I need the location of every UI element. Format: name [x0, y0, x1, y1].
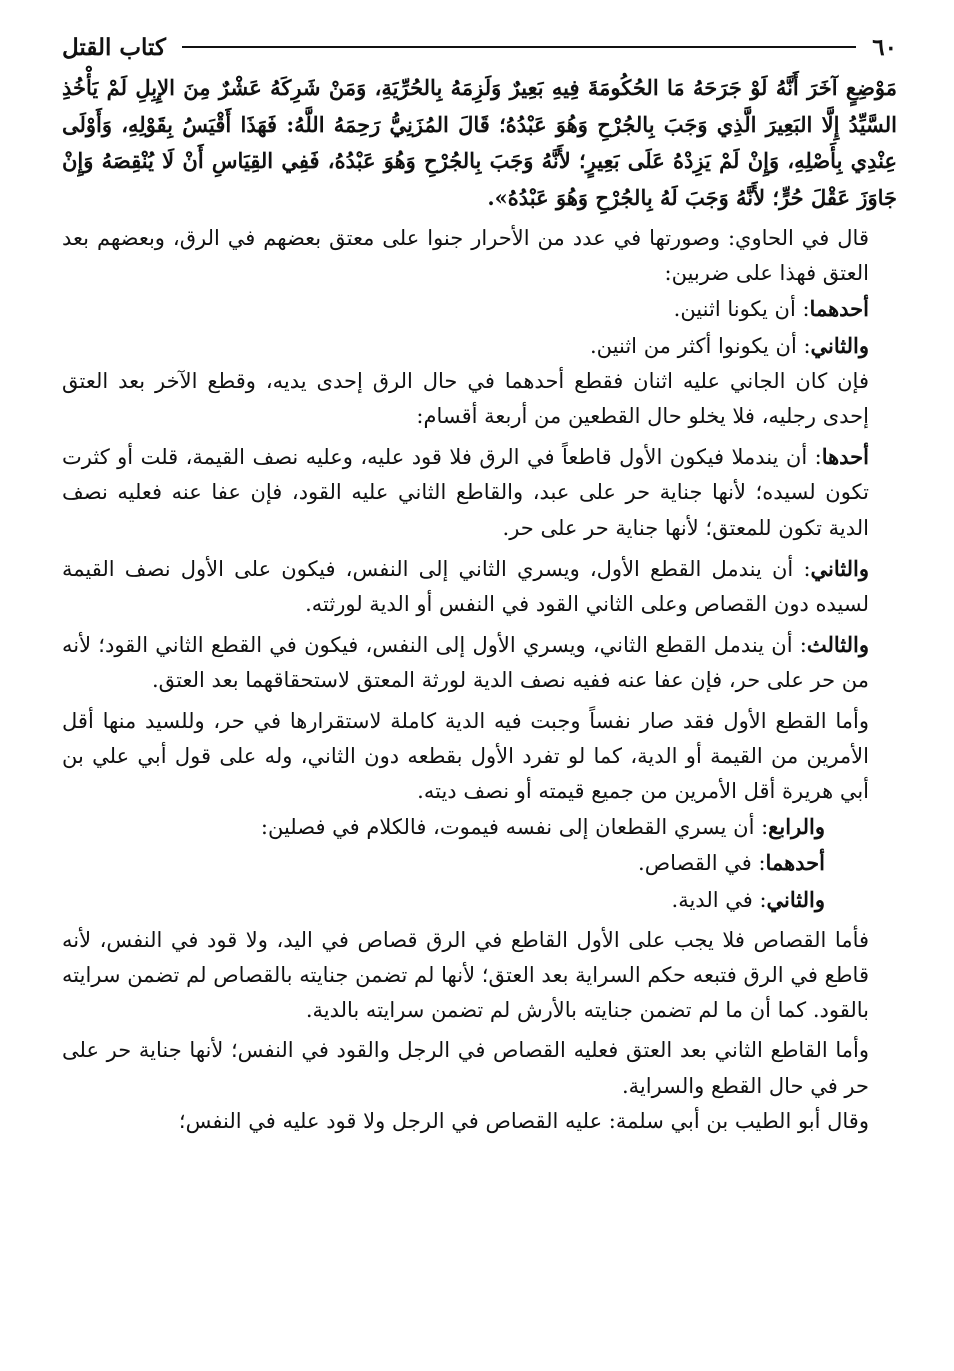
- paragraph-label: والثاني: [810, 332, 869, 358]
- page-number: ٦٠: [872, 33, 897, 61]
- header-rule: [182, 46, 856, 48]
- paragraph-label: والثاني: [766, 886, 825, 912]
- paragraph-text: : أن يندمل القطع الأول، ويسري الثاني إلى النفس، فيكون على الأول نصف القيمة لسيده دون القصاص وعلى الثاني القود في النفس أو الدية لورثته.: [62, 556, 869, 617]
- paragraph: [62, 627, 897, 698]
- paragraph: [62, 551, 897, 622]
- paragraph-text: وأما القطع الأول فقد صار نفساً وجبت فيه الدية كاملة لاستقرارها في حر، وللسيد منها أقل الأمرين من القيمة أو الدية، كما لو تفرد الأول بقطعه دون الثاني، وله على قول أبي علي بن أبي هريرة أقل الأمرين من جميع قيمته أو نصف ديته.: [62, 708, 869, 804]
- paragraph-label: أحدهما: [765, 850, 825, 876]
- paragraph-label: والثالث: [806, 632, 869, 658]
- paragraph-label: أحدهما: [809, 296, 869, 322]
- paragraph-label: والرابع: [768, 814, 825, 840]
- paragraph: [62, 1033, 897, 1103]
- paragraph-text: وأما القاطع الثاني بعد العتق فعليه القصاص في الرجل والقود في النفس؛ لأنها جناية حر على حر في حال القطع والسراية.: [62, 1038, 869, 1098]
- page-header: [62, 30, 897, 64]
- paragraph-text: : أن يندمل القطع الثاني، ويسري الأول إلى النفس، فيكون في القطع الثاني القود؛ لأنه من حر على حر، فإن عفا عنه ففيه نصف الدية لورثة المعتق لاستحقاقهما بعد العتق.: [62, 633, 869, 693]
- paragraph: [62, 439, 897, 546]
- paragraph-text: قال في الحاوي: وصورتها في عدد من الأحرار جنوا على معتق بعضهم في الرق، وبعضهم بعد العتق فهذا على ضربين:: [62, 226, 869, 286]
- paragraph: [62, 845, 897, 881]
- document-page: [62, 30, 897, 1139]
- paragraph-label: والثاني: [810, 555, 869, 581]
- paragraph-text: : في الدية.: [671, 887, 767, 912]
- paragraph: [62, 704, 897, 810]
- paragraph-text: : في القصاص.: [638, 851, 766, 876]
- paragraph-text: : أن يكونوا أكثر من اثنين.: [590, 333, 811, 358]
- paragraph: [62, 364, 897, 434]
- paragraph-text: فأما القصاص فلا يجب على الأول القاطع في الرق قصاص في اليد، ولا قود في النفس، لأنه قاطع في الرق فتبعه حكم السراية بعد العتق؛ لأنها لم تضمن جنايته بالقصاص لم تضمن سرايته بالقود. كما أن ما لم تضمن جنايته بالأرش لم تضمن سرايته بالدية.: [62, 927, 869, 1023]
- chapter-title: كتاب القتل: [62, 33, 166, 61]
- paragraph: [62, 882, 897, 918]
- paragraph-text: : أن يندملا فيكون الأول قاطعاً في الرق فلا قود عليه، وعليه نصف القيمة، قلت أو كثرت تكون لسيده؛ لأنها جناية حر على عبد، والقاطع الثاني عليه القود، فإن عفا عنه فعليه نصف الدية تكون للمعتق؛ لأنها جناية حر على حر.: [62, 445, 869, 540]
- paragraph: [62, 923, 897, 1029]
- matn-text: مَوْضِعٍ آخَرَ أَنَّهُ لَوْ جَرَحَهُ مَا الحُكُومَةَ فِيهِ بَعِيرٌ وَلَزِمَهُ بِالحُرِّيَةِ، وَمَنْ شَرِكَهُ عَشْرٌ مِنَ الإِبِلِ لَمْ يَأْخُذِ السَّيِّدُ إِلَّا البَعِيرَ الَّذِي وَجَبَ بِالجُرْحِ وَهُوَ عَبْدُهُ؛ قَالَ المُزَنِيُّ رَحِمَهُ اللَّهُ: فَهَذَا أَقْيَسُ بِقَوْلِهِ، وَأَوْلَى عِنْدِي بِأَصْلِهِ، وَإِنْ لَمْ يَزِدْهُ عَلَى بَعِيرٍ؛ لأَنَّهُ وَجَبَ بِالجُرْحِ وَهُوَ عَبْدُهُ، فَفِي القِيَاسِ أَنْ لَا يُنْقِصَهُ وَإِنْ جَاوَزَ عَقْلَ حُرٍّ؛ لأَنَّهُ وَجَبَ لَهُ بِالجُرْحِ وَهُوَ عَبْدُهُ».: [62, 75, 897, 210]
- paragraph-text: وقال أبو الطيب بن أبي سلمة: عليه القصاص في الرجل ولا قود عليه في النفس؛: [178, 1108, 869, 1133]
- page-body: [62, 70, 897, 1139]
- paragraph: [62, 809, 897, 845]
- paragraph-text: فإن كان الجاني عليه اثنان فقطع أحدهما في حال الرق إحدى يديه، وقطع الآخر بعد العتق إحدى رجليه، فلا يخلو حال القطعين من أربعة أقسام:: [62, 368, 869, 429]
- paragraph-text: : أن يسري القطعان إلى نفسه فيموت، فالكلام في فصلين:: [260, 815, 769, 840]
- paragraph: [62, 328, 897, 364]
- paragraph: [62, 291, 897, 327]
- paragraph: [62, 1104, 897, 1139]
- paragraph: [62, 221, 897, 291]
- paragraph-text: : أن يكونا اثنين.: [673, 297, 810, 322]
- paragraph-label: أحدها: [821, 444, 869, 470]
